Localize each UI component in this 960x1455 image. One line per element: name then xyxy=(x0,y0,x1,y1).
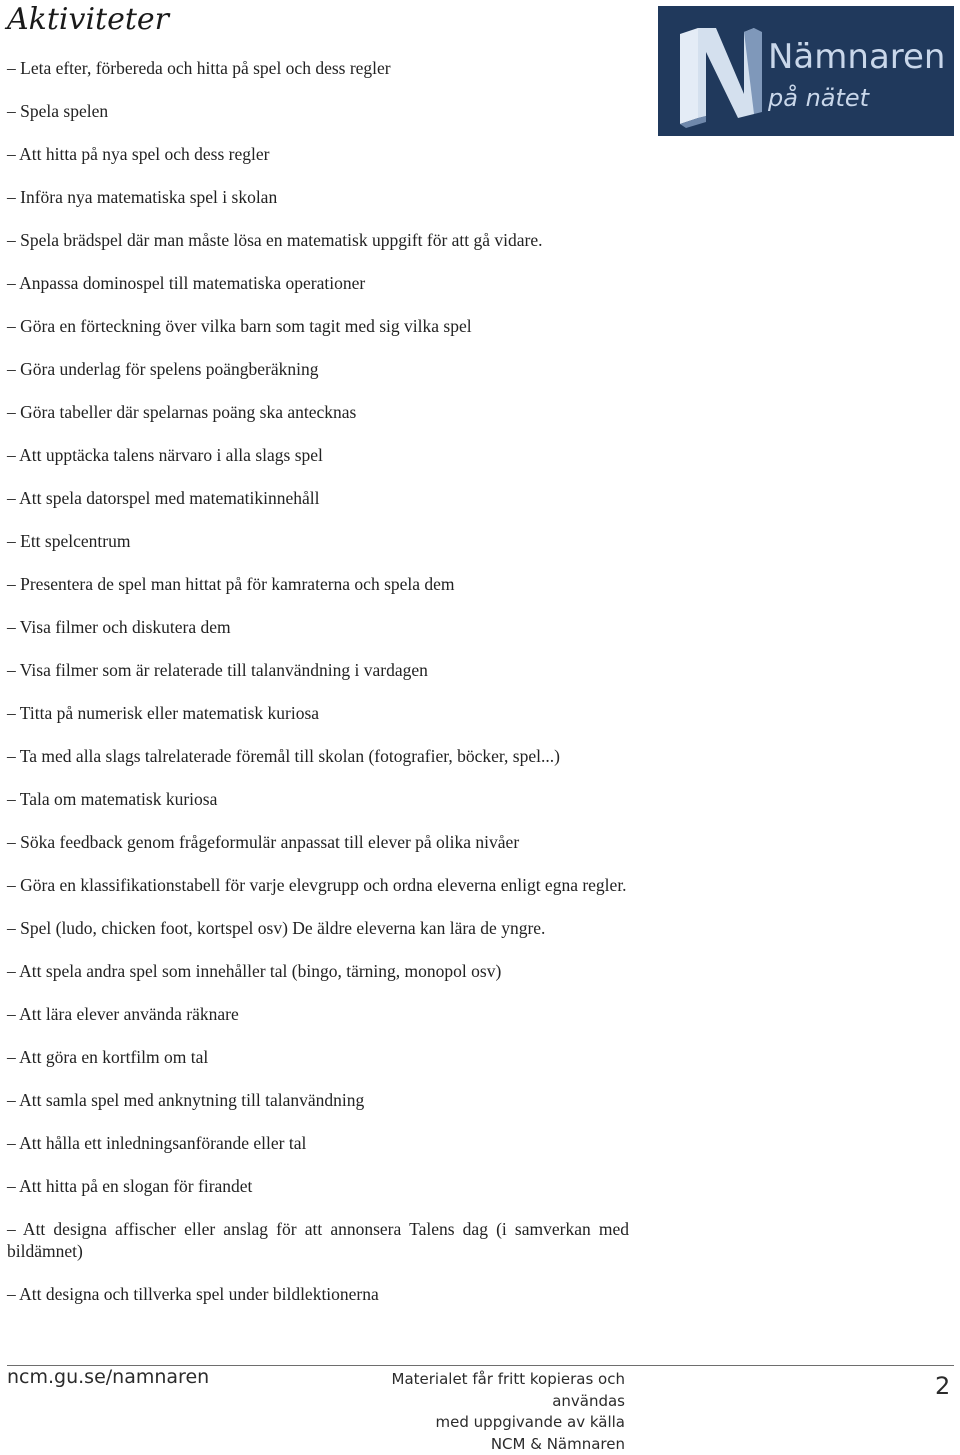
logo-subtitle-text: på nätet xyxy=(767,83,871,112)
activity-item: – Visa filmer som är relaterade till talanvändning i vardagen xyxy=(7,660,629,682)
footer-note-line: Materialet får fritt kopieras och användas xyxy=(320,1369,625,1412)
activity-item: – Göra en klassifikationstabell för varje elevgrupp och ordna eleverna enligt egna regler. xyxy=(7,875,629,897)
activity-item: – Att göra en kortfilm om tal xyxy=(7,1047,629,1069)
activity-item: – Göra en förteckning över vilka barn som tagit med sig vilka spel xyxy=(7,316,629,338)
activity-item: – Anpassa dominospel till matematiska operationer xyxy=(7,273,629,295)
activity-item: – Att samla spel med anknytning till talanvändning xyxy=(7,1090,629,1112)
activity-item: – Göra tabeller där spelarnas poäng ska antecknas xyxy=(7,402,629,424)
activity-item: – Presentera de spel man hittat på för kamraterna och spela dem xyxy=(7,574,629,596)
activity-item: – Spela spelen xyxy=(7,101,629,123)
page-number: 2 xyxy=(935,1372,950,1400)
activity-item: – Att designa och tillverka spel under bildlektionerna xyxy=(7,1284,629,1306)
namnaren-logo-graphic xyxy=(658,6,954,136)
activity-item: – Att designa affischer eller anslag för att annonsera Talens dag (i samverkan med bildämnet) xyxy=(7,1219,629,1262)
activity-item: – Att upptäcka talens närvaro i alla slags spel xyxy=(7,445,629,467)
activity-item: – Att hitta på en slogan för firandet xyxy=(7,1176,629,1198)
activity-list xyxy=(7,58,629,1327)
footer-note-line: med uppgivande av källa xyxy=(320,1412,625,1434)
activity-item: – Visa filmer och diskutera dem xyxy=(7,617,629,639)
activity-item: – Att hålla ett inledningsanförande eller tal xyxy=(7,1133,629,1155)
activity-item: – Göra underlag för spelens poängberäkning xyxy=(7,359,629,381)
activity-item: – Tala om matematisk kuriosa xyxy=(7,789,629,811)
activity-item: – Att lära elever använda räknare xyxy=(7,1004,629,1026)
activity-item: – Ett spelcentrum xyxy=(7,531,629,553)
activity-item: – Införa nya matematiska spel i skolan xyxy=(7,187,629,209)
footer-copyright-note xyxy=(320,1369,625,1455)
activity-item: – Att spela andra spel som innehåller tal (bingo, tärning, monopol osv) xyxy=(7,961,629,983)
footer-note-line: NCM & Nämnaren xyxy=(320,1434,625,1455)
logo-title-text: Nämnaren xyxy=(768,37,945,77)
page-title: Aktiviteter xyxy=(7,2,169,37)
activity-item: – Spel (ludo, chicken foot, kortspel osv) De äldre eleverna kan lära de yngre. xyxy=(7,918,629,940)
activity-item: – Söka feedback genom frågeformulär anpassat till elever på olika nivåer xyxy=(7,832,629,854)
activity-item: – Spela brädspel där man måste lösa en matematisk uppgift för att gå vidare. xyxy=(7,230,629,252)
activity-item: – Leta efter, förbereda och hitta på spel och dess regler xyxy=(7,58,629,80)
activity-item: – Att hitta på nya spel och dess regler xyxy=(7,144,629,166)
activity-item: – Ta med alla slags talrelaterade föremål till skolan (fotografier, böcker, spel...) xyxy=(7,746,629,768)
namnaren-logo[interactable] xyxy=(658,6,954,136)
footer-url-link[interactable]: ncm.gu.se/namnaren xyxy=(7,1366,209,1388)
activity-item: – Titta på numerisk eller matematisk kuriosa xyxy=(7,703,629,725)
activity-item: – Att spela datorspel med matematikinnehåll xyxy=(7,488,629,510)
